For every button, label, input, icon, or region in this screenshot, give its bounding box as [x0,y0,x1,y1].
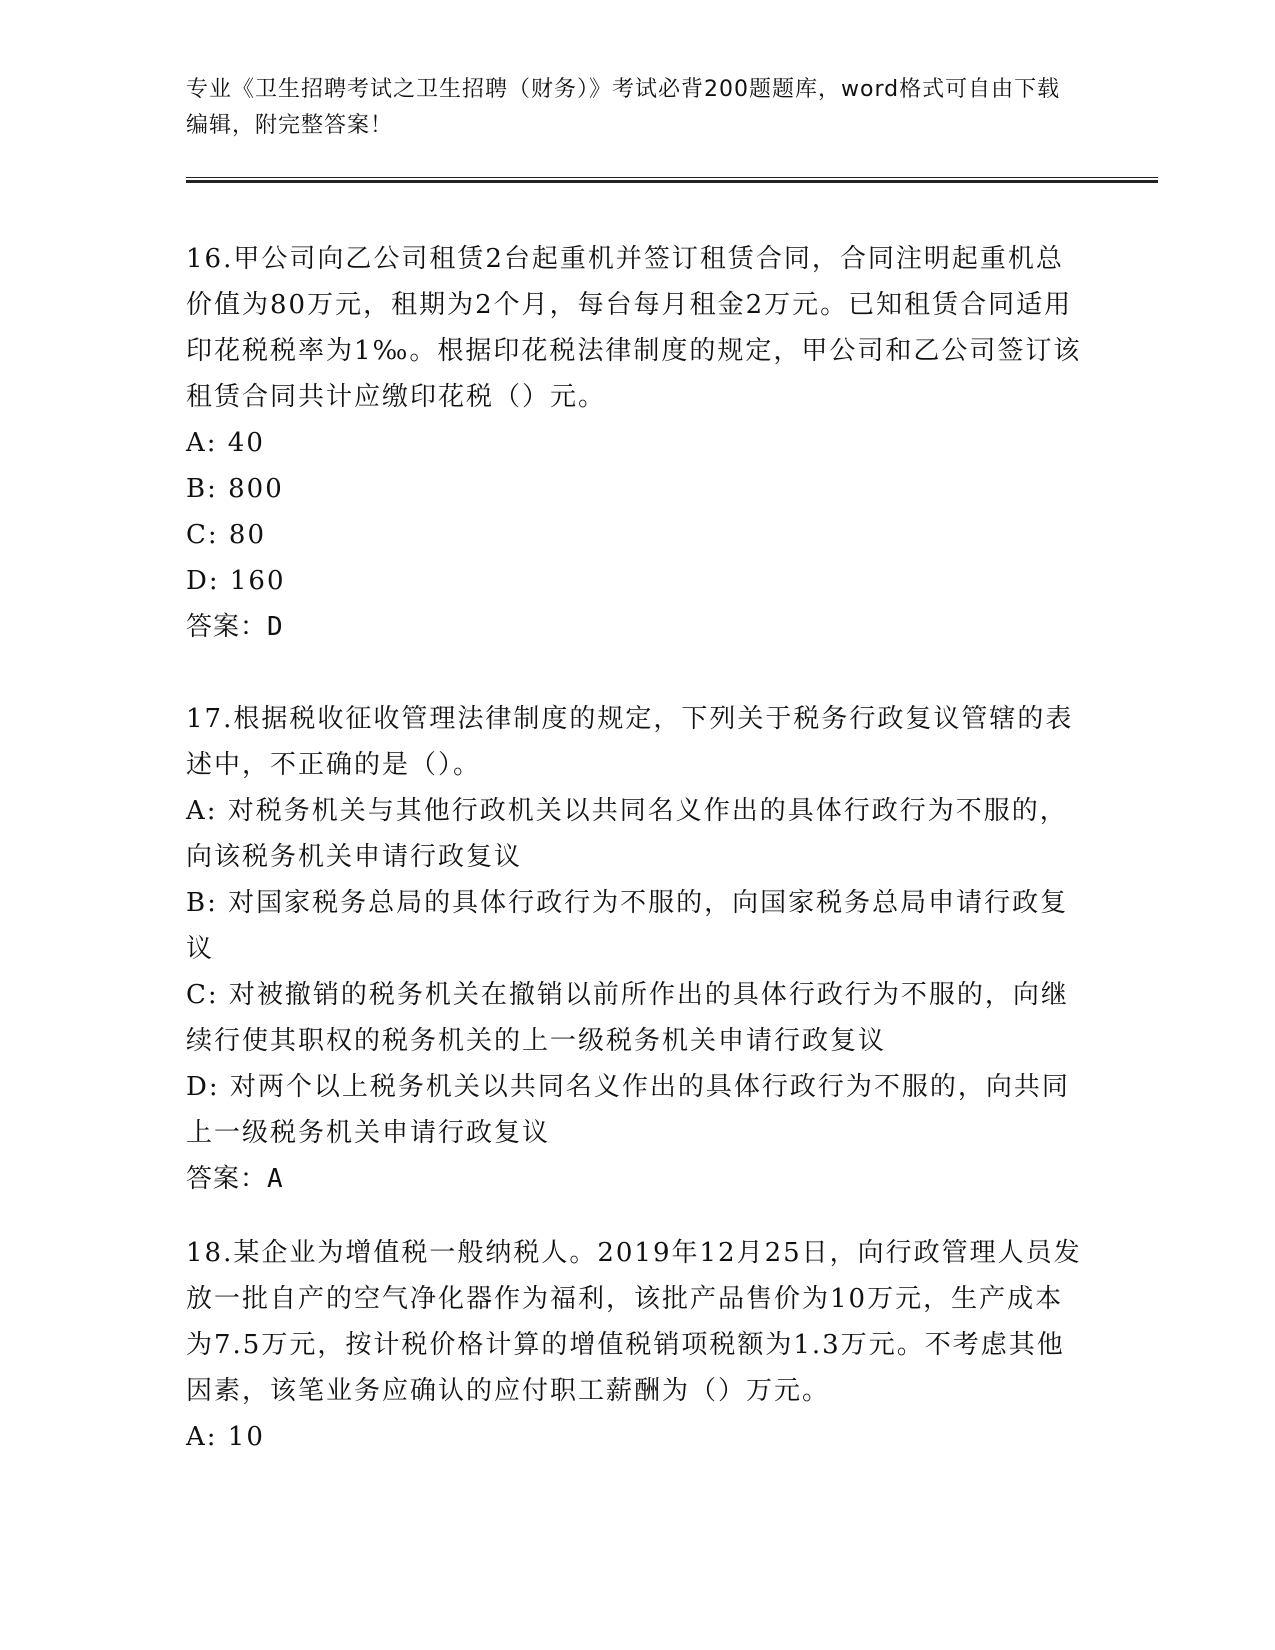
question-stem: 16.甲公司向乙公司租赁2台起重机并签订租赁合同，合同注明起重机总价值为80万元，租期为2个月，每台每月租金2万元。已知租赁合同适用印花税税率为1‰。根据印花税法律制度的规定，甲公司和乙公司签订该租赁合同共计应缴印花税（）元。 [186,244,1082,412]
question-stem: 18.某企业为增值税一般纳税人。2019年12月25日，向行政管理人员发放一批自产的空气净化器作为福利，该批产品售价为10万元，生产成本为7.5万元，按计税价格计算的增值税销项税额为1.3万元。不考虑其他因素，该笔业务应确认的应付职工薪酬为（）万元。 [186,1238,1082,1406]
option-b: B: 对国家税务总局的具体行政行为不服的，向国家税务总局申请行政复议 [186,888,1069,964]
answer-label: 答案： [186,612,268,642]
question-17 [186,696,1086,1202]
question-16 [186,236,1086,650]
question-stem: 17.根据税收征收管理法律制度的规定，下列关于税务行政复议管辖的表述中，不正确的是（）。 [186,704,1074,780]
option-b: B: 800 [186,474,284,504]
answer-label: 答案： [186,1164,268,1194]
option-a: A: 10 [186,1422,265,1452]
option-a: A: 对税务机关与其他行政机关以共同名义作出的具体行政行为不服的，向该税务机关申请行政复议 [186,796,1068,872]
option-c: C: 对被撤销的税务机关在撤销以前所作出的具体行政行为不服的，向继续行使其职权的税务机关的上一级税务机关申请行政复议 [186,980,1069,1056]
option-c: C: 80 [186,520,267,550]
answer-line [186,1156,1086,1202]
answer-value: A [267,1164,284,1194]
question-18 [186,1230,1086,1460]
document-header: 专业《卫生招聘考试之卫生招聘（财务）》考试必背200题题库，word格式可自由下载编辑，附完整答案！ [186,77,1061,138]
option-d: D: 160 [186,566,286,596]
answer-line [186,604,1086,650]
header-divider [186,177,1158,183]
answer-value: D [267,612,284,642]
option-a: A: 40 [186,428,265,458]
option-d: D: 对两个以上税务机关以共同名义作出的具体行政行为不服的，向共同上一级税务机关申请行政复议 [186,1072,1070,1148]
